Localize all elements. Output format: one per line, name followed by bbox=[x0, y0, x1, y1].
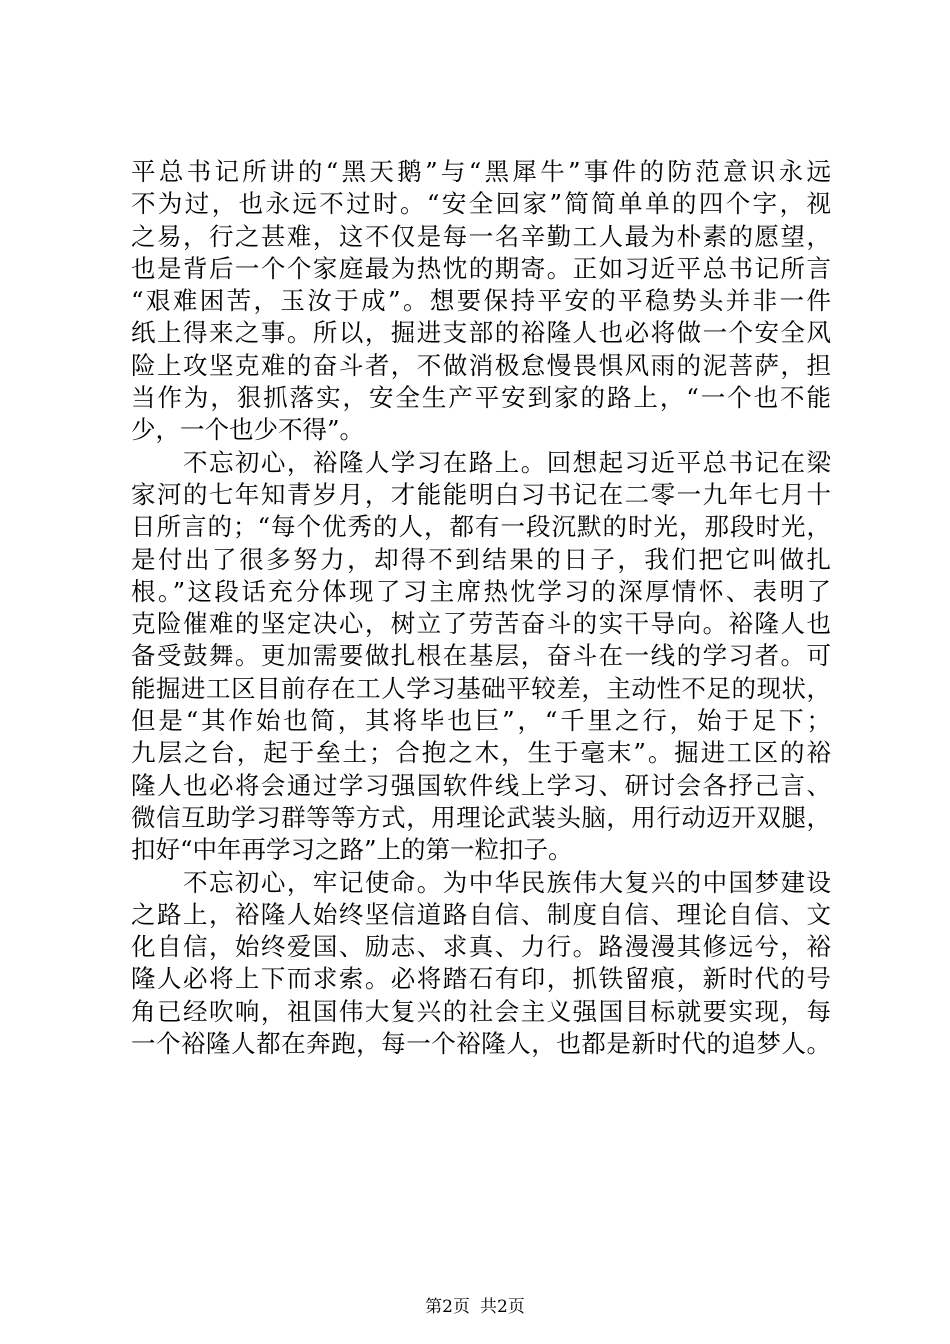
text-line: “艰难困苦，玉汝于成”。想要保持平安的平稳势头并非一件 bbox=[131, 286, 831, 316]
text-line: 根。”这段话充分体现了习主席热忱学习的深厚情怀、表明了 bbox=[131, 576, 831, 606]
text-line: 也是背后一个个家庭最为热忱的期寄。正如习近平总书记所言 bbox=[131, 253, 831, 283]
page-footer bbox=[0, 1296, 950, 1318]
text-line: 化自信，始终爱国、励志、求真、力行。路漫漫其修远兮，裕 bbox=[131, 932, 831, 962]
text-line: 九层之台，起于垒土；合抱之木，生于毫末”。掘进工区的裕 bbox=[131, 738, 831, 768]
text-line: 少，一个也少不得”。 bbox=[131, 415, 365, 445]
text-line: 不忘初心，牢记使命。为中华民族伟大复兴的中国梦建设 bbox=[131, 867, 831, 897]
text-line: 微信互助学习群等等方式，用理论武装头脑，用行动迈开双腿， bbox=[131, 802, 831, 832]
page-total: 共2页 bbox=[480, 1297, 525, 1317]
text-line: 纸上得来之事。所以，掘进支部的裕隆人也必将做一个安全风 bbox=[131, 318, 831, 348]
text-line: 一个裕隆人都在奔跑，每一个裕隆人，也都是新时代的追梦人。 bbox=[131, 1029, 831, 1059]
text-line: 日所言的；“每个优秀的人，都有一段沉默的时光，那段时光， bbox=[131, 512, 831, 542]
text-line: 是付出了很多努力，却得不到结果的日子，我们把它叫做扎 bbox=[131, 544, 831, 574]
text-line: 家河的七年知青岁月，才能能明白习书记在二零一九年七月十 bbox=[131, 479, 831, 509]
text-line: 备受鼓舞。更加需要做扎根在基层，奋斗在一线的学习者。可 bbox=[131, 641, 831, 671]
text-line: 扣好“中年再学习之路”上的第一粒扣子。 bbox=[131, 835, 573, 865]
text-line: 险上攻坚克难的奋斗者，不做消极怠慢畏惧风雨的泥菩萨，担 bbox=[131, 350, 831, 380]
text-line: 不为过，也永远不过时。“安全回家”简简单单的四个字，视 bbox=[131, 189, 831, 219]
text-line: 能掘进工区目前存在工人学习基础平较差，主动性不足的现状， bbox=[131, 673, 831, 703]
text-line: 角已经吹响，祖国伟大复兴的社会主义强国目标就要实现，每 bbox=[131, 996, 831, 1026]
text-line: 但是“其作始也简，其将毕也巨”，“千里之行，始于足下； bbox=[131, 706, 831, 736]
page-number: 第2页 bbox=[425, 1297, 470, 1317]
text-line: 克险催难的坚定决心，树立了劳苦奋斗的实干导向。裕隆人也 bbox=[131, 609, 831, 639]
text-line: 隆人必将上下而求索。必将踏石有印，抓铁留痕，新时代的号 bbox=[131, 964, 831, 994]
text-line: 隆人也必将会通过学习强国软件线上学习、研讨会各抒己言、 bbox=[131, 770, 831, 800]
text-line: 之易，行之甚难，这不仅是每一名辛勤工人最为朴素的愿望， bbox=[131, 221, 831, 251]
text-line: 当作为，狠抓落实，安全生产平安到家的路上，“一个也不能 bbox=[131, 383, 831, 413]
text-line: 不忘初心，裕隆人学习在路上。回想起习近平总书记在梁 bbox=[131, 447, 831, 477]
text-line: 之路上，裕隆人始终坚信道路自信、制度自信、理论自信、文 bbox=[131, 899, 831, 929]
body-text bbox=[131, 156, 831, 1060]
text-line: 平总书记所讲的“黑天鹅”与“黑犀牛”事件的防范意识永远 bbox=[131, 157, 831, 186]
